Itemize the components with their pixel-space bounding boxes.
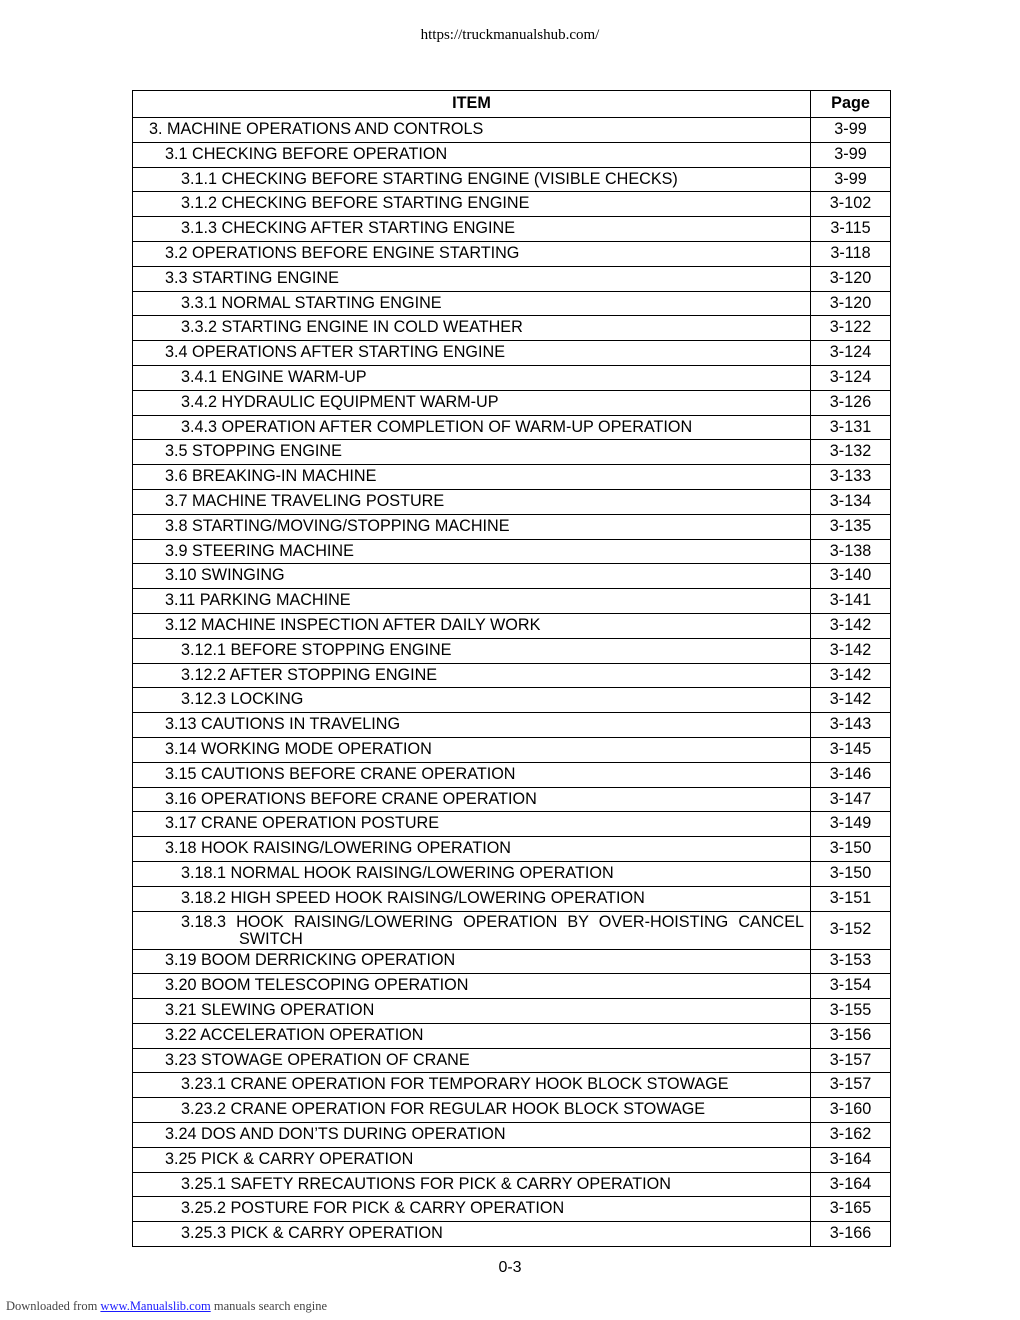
toc-row: [133, 291, 891, 316]
toc-item-cell: 3.1 CHECKING BEFORE OPERATION: [133, 142, 811, 167]
toc-page-cell: 3-164: [811, 1172, 891, 1197]
toc-row: [133, 589, 891, 614]
toc-row: [133, 1048, 891, 1073]
toc-row: [133, 737, 891, 762]
toc-row: [133, 1098, 891, 1123]
toc-page-cell: 3-99: [811, 142, 891, 167]
footer: [6, 1299, 327, 1314]
toc-row: [133, 316, 891, 341]
toc-item-cell: 3.5 STOPPING ENGINE: [133, 440, 811, 465]
toc-row: [133, 787, 891, 812]
toc-item-cell: 3.18.1 NORMAL HOOK RAISING/LOWERING OPERATION: [133, 861, 811, 886]
toc-row: [133, 390, 891, 415]
toc-item-cell: 3.18.2 HIGH SPEED HOOK RAISING/LOWERING OPERATION: [133, 886, 811, 911]
toc-row: [133, 713, 891, 738]
toc-row: [133, 663, 891, 688]
toc-item-cell: 3.1.2 CHECKING BEFORE STARTING ENGINE: [133, 192, 811, 217]
toc-row: [133, 837, 891, 862]
column-header-item: ITEM: [133, 91, 811, 118]
toc-item-cell: 3.9 STEERING MACHINE: [133, 539, 811, 564]
toc-row: [133, 861, 891, 886]
toc-item-cell: 3.17 CRANE OPERATION POSTURE: [133, 812, 811, 837]
toc-item-cell: 3.3.2 STARTING ENGINE IN COLD WEATHER: [133, 316, 811, 341]
toc-page-cell: 3-124: [811, 341, 891, 366]
toc-page-cell: 3-122: [811, 316, 891, 341]
toc-row: [133, 465, 891, 490]
toc-page-cell: 3-143: [811, 713, 891, 738]
toc-page-cell: 3-162: [811, 1123, 891, 1148]
toc-page-cell: 3-120: [811, 266, 891, 291]
toc-page-cell: 3-165: [811, 1197, 891, 1222]
toc-row: [133, 999, 891, 1024]
toc-page-cell: 3-146: [811, 762, 891, 787]
toc-item-cell: 3.4.2 HYDRAULIC EQUIPMENT WARM-UP: [133, 390, 811, 415]
page-number: 0-3: [498, 1259, 522, 1276]
toc-item-cell: 3.15 CAUTIONS BEFORE CRANE OPERATION: [133, 762, 811, 787]
footer-suffix: manuals search engine: [213, 1299, 327, 1313]
toc-page-cell: 3-142: [811, 613, 891, 638]
toc-item-title-continued: SWITCH: [239, 929, 303, 948]
toc-item-cell: 3.11 PARKING MACHINE: [133, 589, 811, 614]
toc-page-cell: 3-142: [811, 638, 891, 663]
toc-row: [133, 514, 891, 539]
toc-item-cell: 3.10 SWINGING: [133, 564, 811, 589]
toc-page-cell: 3-99: [811, 167, 891, 192]
toc-header-row: [133, 91, 891, 118]
toc-page-cell: 3-151: [811, 886, 891, 911]
toc-item-cell: 3.4.1 ENGINE WARM-UP: [133, 365, 811, 390]
toc-item-cell: 3.12 MACHINE INSPECTION AFTER DAILY WORK: [133, 613, 811, 638]
toc-page-cell: 3-102: [811, 192, 891, 217]
toc-page-cell: 3-145: [811, 737, 891, 762]
toc-page-cell: 3-124: [811, 365, 891, 390]
toc-row: [133, 1023, 891, 1048]
toc-row: [133, 1222, 891, 1247]
toc-item-cell: 3.12.3 LOCKING: [133, 688, 811, 713]
toc-row: [133, 886, 891, 911]
toc-row: [133, 762, 891, 787]
toc-row: [133, 415, 891, 440]
toc-row: [133, 1172, 891, 1197]
toc-page-cell: 3-166: [811, 1222, 891, 1247]
toc-page-cell: 3-99: [811, 118, 891, 143]
toc-row: [133, 812, 891, 837]
toc-page-cell: 3-157: [811, 1048, 891, 1073]
toc-item-cell: 3.7 MACHINE TRAVELING POSTURE: [133, 489, 811, 514]
toc-item-cell: 3.12.1 BEFORE STOPPING ENGINE: [133, 638, 811, 663]
footer-link[interactable]: www.Manualslib.com: [100, 1299, 211, 1313]
toc-item-cell: 3.19 BOOM DERRICKING OPERATION: [133, 949, 811, 974]
toc-row: [133, 266, 891, 291]
toc-page-cell: 3-156: [811, 1023, 891, 1048]
toc-item-cell: 3.25 PICK & CARRY OPERATION: [133, 1147, 811, 1172]
toc-item-cell: 3.23.1 CRANE OPERATION FOR TEMPORARY HOOK BLOCK STOWAGE: [133, 1073, 811, 1098]
toc-row: [133, 142, 891, 167]
toc-item-cell: 3.3 STARTING ENGINE: [133, 266, 811, 291]
toc-table: [132, 90, 891, 1247]
toc-page-cell: 3-120: [811, 291, 891, 316]
toc-item-cell: 3.21 SLEWING OPERATION: [133, 999, 811, 1024]
toc-item-cell: 3.23 STOWAGE OPERATION OF CRANE: [133, 1048, 811, 1073]
toc-page-cell: 3-152: [811, 911, 891, 949]
toc-row: [133, 1197, 891, 1222]
toc-row: [133, 365, 891, 390]
toc-page-cell: 3-142: [811, 688, 891, 713]
toc-row: [133, 949, 891, 974]
toc-page-cell: 3-150: [811, 837, 891, 862]
toc-row: [133, 638, 891, 663]
toc-row: [133, 1123, 891, 1148]
toc-item-cell: 3.25.3 PICK & CARRY OPERATION: [133, 1222, 811, 1247]
toc-page-cell: 3-126: [811, 390, 891, 415]
toc-page-cell: 3-154: [811, 974, 891, 999]
toc-item-cell: 3.22 ACCELERATION OPERATION: [133, 1023, 811, 1048]
toc-row: [133, 539, 891, 564]
toc-row: [133, 440, 891, 465]
toc-item-cell: 3.16 OPERATIONS BEFORE CRANE OPERATION: [133, 787, 811, 812]
toc-page-cell: 3-149: [811, 812, 891, 837]
toc-item-cell: 3.2 OPERATIONS BEFORE ENGINE STARTING: [133, 241, 811, 266]
toc-item-cell: 3.24 DOS AND DON’TS DURING OPERATION: [133, 1123, 811, 1148]
toc-row: [133, 1147, 891, 1172]
toc-item-cell: 3.23.2 CRANE OPERATION FOR REGULAR HOOK BLOCK STOWAGE: [133, 1098, 811, 1123]
toc-page-cell: 3-155: [811, 999, 891, 1024]
toc-page-cell: 3-153: [811, 949, 891, 974]
toc-row: [133, 688, 891, 713]
toc-page-cell: 3-142: [811, 663, 891, 688]
toc-item-cell: 3.20 BOOM TELESCOPING OPERATION: [133, 974, 811, 999]
toc-page-cell: 3-157: [811, 1073, 891, 1098]
toc-page-cell: 3-147: [811, 787, 891, 812]
toc-page-cell: 3-160: [811, 1098, 891, 1123]
toc-row: [133, 911, 891, 949]
toc-item-cell: 3.1.1 CHECKING BEFORE STARTING ENGINE (VISIBLE CHECKS): [133, 167, 811, 192]
toc-item-cell: 3.25.1 SAFETY RRECAUTIONS FOR PICK & CARRY OPERATION: [133, 1172, 811, 1197]
toc-row: [133, 613, 891, 638]
footer-prefix: Downloaded from: [6, 1299, 98, 1313]
toc-page-cell: 3-115: [811, 217, 891, 242]
toc-item-cell: 3. MACHINE OPERATIONS AND CONTROLS: [133, 118, 811, 143]
toc-item-cell: 3.8 STARTING/MOVING/STOPPING MACHINE: [133, 514, 811, 539]
toc-item-cell: 3.18 HOOK RAISING/LOWERING OPERATION: [133, 837, 811, 862]
toc-item-cell: 3.3.1 NORMAL STARTING ENGINE: [133, 291, 811, 316]
toc-page-cell: 3-140: [811, 564, 891, 589]
toc-row: [133, 167, 891, 192]
toc-page-cell: 3-141: [811, 589, 891, 614]
toc-body: [133, 118, 891, 1247]
toc-item-cell: 3.1.3 CHECKING AFTER STARTING ENGINE: [133, 217, 811, 242]
toc-page-cell: 3-133: [811, 465, 891, 490]
toc-item-cell: [133, 911, 811, 949]
toc-item-cell: 3.4.3 OPERATION AFTER COMPLETION OF WARM-UP OPERATION: [133, 415, 811, 440]
toc-row: [133, 341, 891, 366]
toc-page-cell: 3-134: [811, 489, 891, 514]
toc-row: [133, 118, 891, 143]
toc-page-cell: 3-164: [811, 1147, 891, 1172]
toc-item-cell: 3.6 BREAKING-IN MACHINE: [133, 465, 811, 490]
toc-item-cell: 3.12.2 AFTER STOPPING ENGINE: [133, 663, 811, 688]
toc-page-cell: 3-138: [811, 539, 891, 564]
toc-row: [133, 217, 891, 242]
toc-item-cell: 3.4 OPERATIONS AFTER STARTING ENGINE: [133, 341, 811, 366]
header-url: https://truckmanualshub.com/: [420, 27, 600, 43]
toc-row: [133, 489, 891, 514]
column-header-page: Page: [811, 91, 891, 118]
toc-item-cell: 3.13 CAUTIONS IN TRAVELING: [133, 713, 811, 738]
toc-page-cell: 3-118: [811, 241, 891, 266]
toc-page-cell: 3-132: [811, 440, 891, 465]
toc-item-cell: 3.25.2 POSTURE FOR PICK & CARRY OPERATION: [133, 1197, 811, 1222]
toc-row: [133, 1073, 891, 1098]
toc-item-cell: 3.14 WORKING MODE OPERATION: [133, 737, 811, 762]
toc-row: [133, 974, 891, 999]
toc-page-cell: 3-150: [811, 861, 891, 886]
toc-item-title: 3.18.3 HOOK RAISING/LOWERING OPERATION BY OVER-HOISTING CANCEL: [181, 912, 804, 931]
toc-page-cell: 3-131: [811, 415, 891, 440]
toc-row: [133, 241, 891, 266]
toc-row: [133, 564, 891, 589]
toc-row: [133, 192, 891, 217]
toc-page-cell: 3-135: [811, 514, 891, 539]
